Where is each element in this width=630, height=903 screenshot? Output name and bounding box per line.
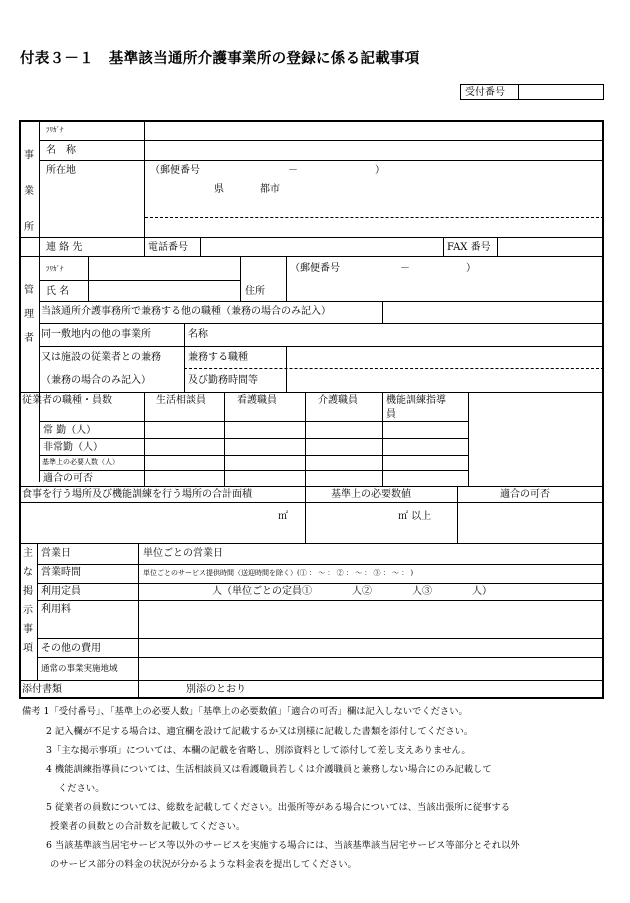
staff-col-nurse: 看護職員 [237,395,277,406]
note-4-cont: ください。 [58,783,105,794]
note-5: 5 従業者の員数については、総数を記載してください。出張所等がある場合については、当該出張所に従事する [46,802,511,813]
manager-name-label: 氏 名 [46,286,70,297]
manager-facility-name-field[interactable] [215,324,603,345]
manager-other-facility-label: 又は施設の従業者との兼務 [41,352,161,363]
area-unit-min: ㎡ 以上 [398,511,432,522]
office-fax-label: FAX 番号 [447,242,491,253]
office-section-char-3: 所 [24,222,34,233]
manager-furigana-label: ﾌﾘｶﾞﾅ [46,265,64,273]
fee-label: 利用料 [41,604,71,615]
office-address-label: 所在地 [46,165,76,176]
office-address-field[interactable] [145,161,603,236]
business-hours-label: 営業時間 [41,567,81,578]
area-field[interactable] [20,503,304,542]
note-5-cont: 授業者の員数との合計数を記載してください。 [50,821,246,832]
area-standard-label: 基準上の必要数値 [331,489,411,500]
note-1: 備考 1「受付番号」、「基準上の必要人数」「基準上の必要数値」「適合の可否」欄は記入しないでください。 [22,706,468,717]
manager-same-site-label: 同一敷地内の他の事業所 [41,329,151,340]
staff-col-caregiver: 介護職員 [318,395,358,406]
manager-address-field[interactable] [287,257,603,300]
office-fax-field[interactable] [498,238,603,255]
staff-header-label: 従業者の職種・員数 [22,395,112,406]
office-furigana-field[interactable] [145,121,603,139]
capacity-label: 利用定員 [41,586,81,597]
office-phone-field[interactable] [201,238,442,255]
service-area-field[interactable] [139,658,603,679]
manager-facility-name-label: 名称 [188,329,208,340]
other-cost-label: その他の費用 [41,643,101,654]
staff-col-counselor: 生活相談員 [156,395,206,406]
staff-col-trainer-suffix: 員 [386,409,396,420]
office-postal-label: （郵便番号 [150,165,200,176]
note-6: 6 当該基準該当居宅サービス等以外のサービスを実施する場合には、当該基準該当居宅サービス等部分とそれ以外 [46,840,520,851]
note-4: 4 機能訓練指導員については、生活相談員又は看護職員若しくは介護職員と兼務しない場合にのみ記載して [46,764,492,775]
staff-row-compliance: 適合の可否 [43,473,93,484]
office-postal-close: ） [375,165,385,176]
business-days-label: 営業日 [41,548,71,559]
manager-duty-field[interactable] [287,347,603,391]
notices-char-2: な [23,567,33,578]
manager-address-label: 住所 [245,286,265,297]
note-6-cont: のサービス部分の料金の状況が分かるような料金表を提出してください。 [50,859,357,870]
area-compliance-label: 適合の可否 [500,489,550,500]
business-days-value: 単位ごとの営業日 [143,548,223,559]
notices-char-4: 示 [23,605,33,616]
manager-concurrent-label: 当該通所介護事務所で兼務する他の職種（兼務の場合のみ記入） [41,306,331,317]
service-area-label: 通常の事業実施地域 [41,664,118,674]
manager-section-char-2: 理 [24,309,34,320]
manager-postal-dash: － [400,263,410,274]
manager-concurrent-only-label: （兼務の場合のみ記入） [41,375,151,386]
page-title: 付表３－１ 基準該当通所介護事業所の登録に係る記載事項 [20,51,420,67]
note-2: 2 記入欄が不足する場合は、適宜欄を設けて記載するか又は別様に記載した書類を添付してください。 [46,726,474,737]
capacity-value: 人（単位ごとの定員① 人② 人③ 人） [212,586,492,597]
manager-postal-label: （郵便番号 [290,263,340,274]
manager-name-field[interactable] [89,281,239,300]
receipt-number-field[interactable] [519,85,604,99]
manager-section-char-1: 管 [24,285,34,296]
manager-postal-close: ） [466,263,476,274]
other-cost-field[interactable] [139,639,603,656]
staff-row-parttime: 非常勤（人） [43,442,103,453]
notices-char-6: 項 [23,643,33,654]
notices-char-1: 主 [23,548,33,559]
attachment-value: 別添のとおり [186,684,246,695]
office-name-label: 名 称 [46,145,76,156]
staff-row-required: 基準上の必要人数（人） [42,458,119,466]
office-contact-label: 連 絡 先 [46,242,83,253]
attachment-label: 添付書類 [22,684,62,695]
manager-furigana-field[interactable] [89,257,239,279]
manager-duty-hours-label: 及び勤務時間等 [188,375,258,386]
staff-row-fulltime: 常 勤（人） [43,425,97,436]
manager-concurrent-field[interactable] [383,302,603,322]
notices-char-3: 掲 [23,586,33,597]
staff-col-trainer: 機能訓練指導 [386,395,446,406]
office-section-char-1: 事 [24,150,34,161]
area-label: 食事を行う場所及び機能訓練を行う場所の合計面積 [22,489,252,500]
office-section-char-2: 業 [24,186,34,197]
business-hours-value: 単位ごとのサービス提供時間（送迎時間を除く）(① ： ～ ： ② ： ～ ： ③ ： ～ ： ) [143,569,414,577]
area-unit: ㎡ [278,511,288,522]
office-prefecture-label: 県 [214,184,224,195]
manager-section-char-3: 者 [24,333,34,344]
office-city-label: 都市 [260,184,280,195]
receipt-number-label: 受付番号 [465,87,505,98]
office-furigana-label: ﾌﾘｶﾞﾅ [46,126,64,134]
office-name-field[interactable] [145,141,603,159]
office-postal-dash: － [288,165,298,176]
note-3: 3「主な掲示事項」については、本欄の記載を省略し、別添資料として添付して差し支えありません。 [46,745,471,756]
notices-char-5: 事 [23,624,33,635]
receipt-number-box [460,84,604,100]
manager-duty-label: 兼務する職種 [188,352,248,363]
office-phone-label: 電話番号 [148,242,188,253]
fee-field[interactable] [139,601,603,637]
